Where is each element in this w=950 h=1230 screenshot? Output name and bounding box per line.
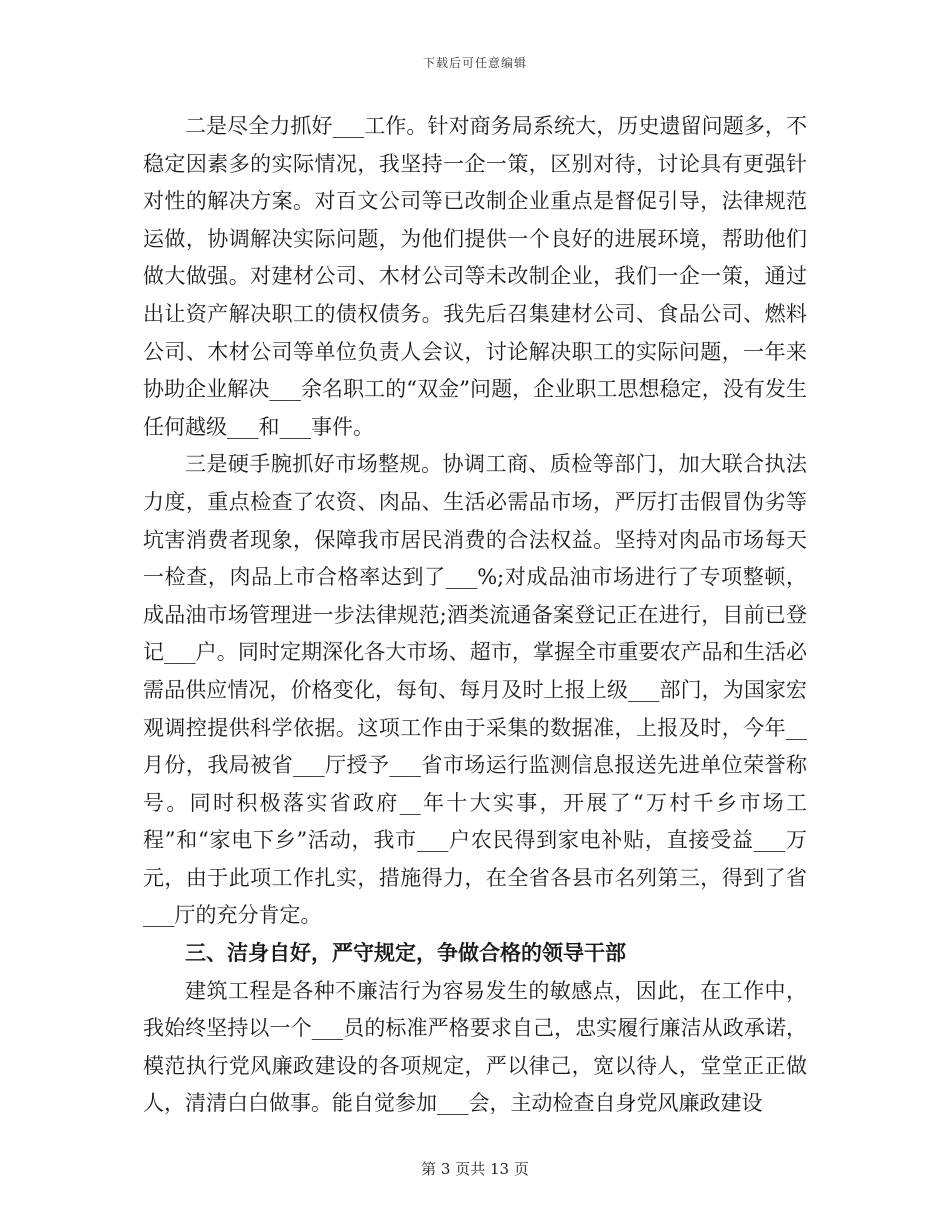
page-number: 第 3 页共 13 页	[421, 1160, 529, 1178]
section-heading: 三、洁身自好，严守规定，争做合格的领导干部	[185, 941, 626, 966]
paragraph-integrity: 建筑工程是各种不廉洁行为容易发生的敏感点，因此，在工作中，我始终坚持以一个___员的标准严格要求自己，忠实履行廉洁从政承诺，模范执行党风廉政建设的各项规定，严以律己，宽以待人，堂堂正正做人，清清白白做事。能自觉参加___会，主动检查自身党风廉政建设	[143, 978, 807, 1116]
paragraph-market-regulation: 三是硬手腕抓好市场整规。协调工商、质检等部门，加大联合执法力度，重点检查了农资、肉品、生活必需品市场，严厉打击假冒伪劣等坑害消费者现象，保障我市居民消费的合法权益。坚持对肉品市场每天一检查，肉品上市合格率达到了___%;对成品油市场进行了专项整顿，成品油市场管理进一步法律规范;酒类流通备案登记正在进行，目前已登记___户。同时定期深化各大市场、超市，掌握全市重要农产品和生活必需品供应情况，价格变化，每旬、每月及时上报上级___部门，为国家宏观调控提供科学依据。这项工作由于采集的数据准，上报及时，今年__月份，我局被省___厅授予___省市场运行监测信息报送先进单位荣誉称号。同时积极落实省政府__年十大实事，开展了“万村千乡市场工程”和“家电下乡”活动，我市___户农民得到家电补贴，直接受益___万元，由于此项工作扎实，措施得力，在全省各县市名列第三，得到了省___厅的充分肯定。	[143, 452, 807, 928]
paragraph-commerce-enterprises: 二是尽全力抓好___工作。针对商务局系统大，历史遗留问题多，不稳定因素多的实际情况，我坚持一企一策，区别对待，讨论具有更强针对性的解决方案。对百文公司等已改制企业重点是督促引导，法律规范运做，协调解决实际问题，为他们提供一个良好的进展环境，帮助他们做大做强。对建材公司、木材公司等未改制企业，我们一企一策，通过出让资产解决职工的债权债务。我先后召集建材公司、食品公司、燃料公司、木材公司等单位负责人会议，讨论解决职工的实际问题，一年来协助企业解决___余名职工的“双金”问题，企业职工思想稳定，没有发生任何越级___和___事件。	[143, 114, 807, 439]
page-header: 下载后可任意编辑	[422, 56, 527, 70]
document-body	[143, 108, 807, 1123]
